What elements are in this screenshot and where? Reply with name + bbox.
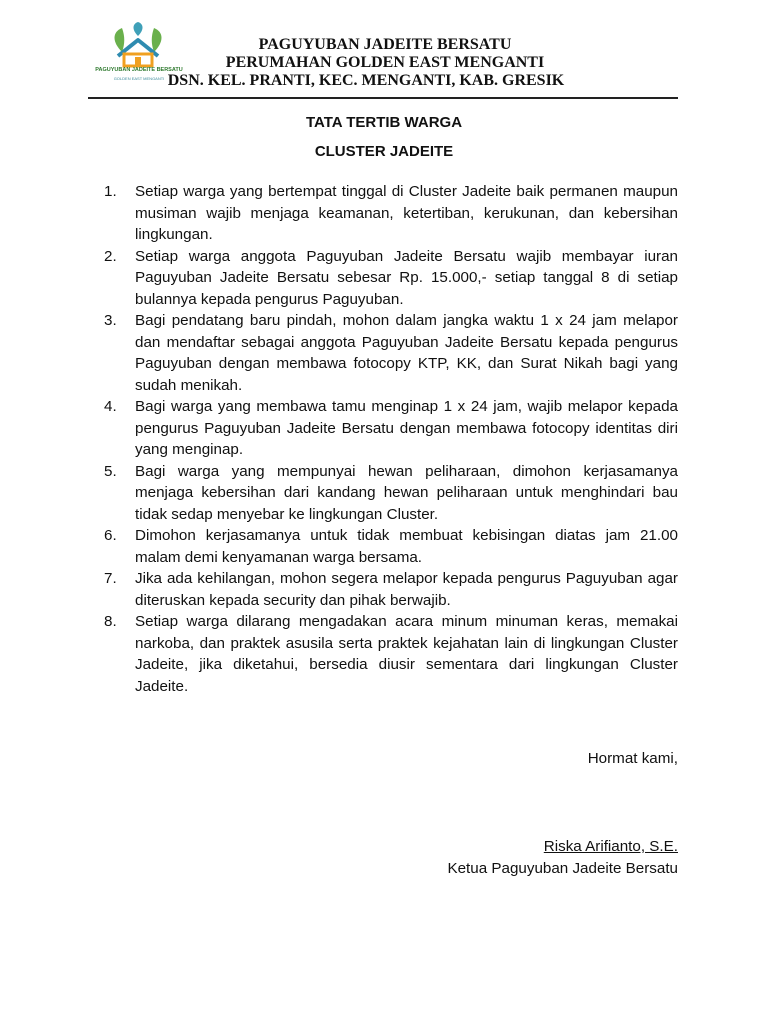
letterhead	[160, 36, 610, 90]
rules-list	[104, 181, 678, 697]
list-item-number: 3.	[104, 312, 117, 329]
list-item-text: Setiap warga anggota Paguyuban Jadeite Bersatu wajib membayar iuran Paguyuban Jadeite Bersatu sebesar Rp. 15.000,- setiap tanggal 8 di setiap bulannya kepada pengurus Paguyuban.	[135, 247, 678, 308]
closing-salutation: Hormat kami,	[587, 750, 678, 767]
letterhead-line-2: PERUMAHAN GOLDEN EAST MENGANTI	[225, 54, 545, 71]
house-door	[135, 57, 141, 66]
list-item-number: 7.	[104, 570, 117, 587]
list-item-number: 6.	[104, 527, 117, 544]
leaf-left	[115, 28, 125, 52]
list-item-text: Bagi pendatang baru pindah, mohon dalam jangka waktu 1 x 24 jam melapor dan mendaftar sebagai anggota Paguyuban Jadeite Bersatu kepada pengurus Paguyuban dengan membawa fotocopy KTP, KK, dan Surat Nikah bagi yang sudah menikah.	[135, 312, 678, 394]
document-subtitle: CLUSTER JADEITE	[314, 143, 454, 160]
list-item	[104, 310, 678, 396]
signer-title: Ketua Paguyuban Jadeite Bersatu	[447, 860, 678, 877]
list-item-number: 4.	[104, 398, 117, 415]
list-item	[104, 181, 678, 246]
list-item-number: 5.	[104, 462, 117, 480]
logo-subcaption: GOLDEN EAST MENGANTI	[113, 76, 165, 81]
document-title: TATA TERTIB WARGA	[305, 114, 463, 131]
list-item-text: Dimohon kerjasamanya untuk tidak membuat kebisingan diatas jam 21.00 malam demi kenyamanan warga bersama.	[135, 527, 678, 566]
letterhead-divider	[88, 97, 678, 99]
letterhead-line-1: PAGUYUBAN JADEITE BERSATU	[258, 36, 512, 53]
list-item-text: Setiap warga dilarang mengadakan acara minum minuman keras, memakai narkoba, dan praktek asusila serta praktek kejahatan lain di lingkungan Cluster Jadeite, jika diketahui, bersedia diusir sementara dari lingkungan Cluster Jadeite.	[135, 613, 678, 695]
list-item	[104, 525, 678, 568]
logo-caption: PAGUYUBAN JADEITE BERSATU	[95, 67, 183, 73]
list-item	[104, 568, 678, 611]
list-item-number: 2.	[104, 247, 117, 265]
letterhead-line-3: DSN. KEL. PRANTI, KEC. MENGANTI, KAB. GRESIK	[167, 72, 565, 89]
signer-name: Riska Arifianto, S.E.	[543, 838, 678, 855]
list-item-number: 1.	[104, 183, 117, 200]
list-item-number: 8.	[104, 613, 117, 630]
list-item-text: Bagi warga yang mempunyai hewan peliharaan, dimohon kerjasamanya menjaga kebersihan dari kandang hewan peliharaan untuk menghindari bau tidak sedap menyebar ke lingkungan Cluster.	[135, 462, 678, 523]
list-item	[104, 246, 678, 311]
list-item	[104, 611, 678, 697]
list-item-text: Jika ada kehilangan, mohon segera melapor kepada pengurus Paguyuban agar diteruskan kepada security dan pihak berwajib.	[135, 570, 678, 609]
list-item	[104, 396, 678, 461]
list-item	[104, 461, 678, 526]
leaf-top	[134, 22, 143, 36]
list-item-text: Bagi warga yang membawa tamu menginap 1 x 24 jam, wajib melapor kepada pengurus Paguyuban Jadeite Bersatu dengan membawa fotocopy identitas diri yang menginap.	[135, 398, 678, 458]
list-item-text: Setiap warga yang bertempat tinggal di Cluster Jadeite baik permanen maupun musiman wajib menjaga keamanan, ketertiban, kerukunan, dan kebersihan lingkungan.	[135, 183, 678, 243]
